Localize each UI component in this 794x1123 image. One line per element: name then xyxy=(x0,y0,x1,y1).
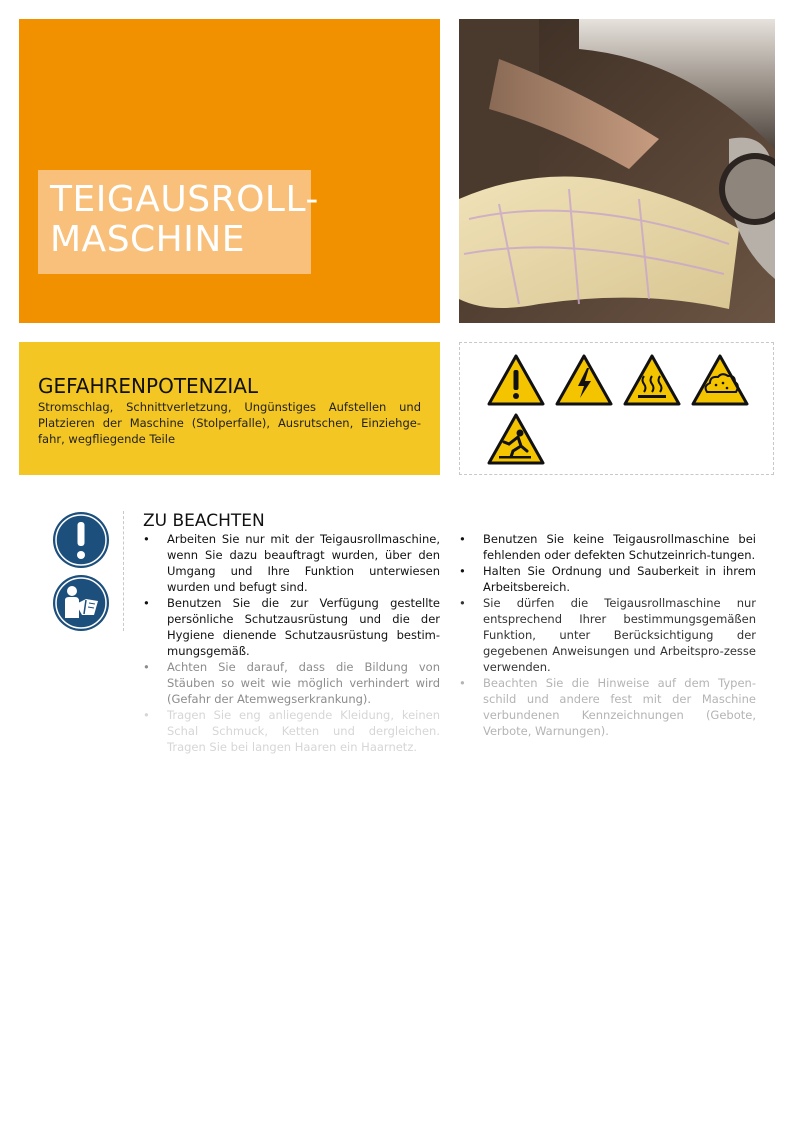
hot-surface-warning-icon xyxy=(623,354,681,406)
hazard-heading: GEFAHRENPOTENZIAL xyxy=(38,374,259,398)
dust-warning-icon xyxy=(691,354,749,406)
read-manual-icon xyxy=(52,574,110,632)
note-item: • Halten Sie Ordnung und Sauberkeit in ihrem Arbeitsbereich. xyxy=(483,563,756,595)
note-item: • Achten Sie darauf, dass die Bildung von Stäuben so weit wie möglich verhindert wird (Gefahr der Atemwegserkrankung). xyxy=(167,659,440,707)
title-box xyxy=(38,170,319,274)
title-panel xyxy=(19,19,440,323)
notes-divider xyxy=(123,511,124,631)
dough-sheeter-photo xyxy=(459,19,775,323)
notes-heading: ZU BEACHTEN xyxy=(143,511,265,531)
general-warning-icon xyxy=(487,354,545,406)
trip-hazard-warning-icon xyxy=(487,413,545,465)
note-item: • Benutzen Sie keine Teigausrollmaschine bei fehlenden oder defekten Schutzeinrich-tungen. xyxy=(483,531,756,563)
note-item: • Benutzen Sie die zur Verfügung gestellte persönliche Schutzausrüstung und die der Hygiene dienende Schutzausrüstung bestim-mungsgemäß. xyxy=(167,595,440,659)
electric-shock-warning-icon xyxy=(555,354,613,406)
warning-signs-panel xyxy=(459,342,774,475)
notes-left-column xyxy=(167,531,440,755)
note-item: • Beachten Sie die Hinweise auf dem Typen-schild und andere fest mit der Maschine verbundenen Kennzeichnungen (Gebote, Verbote, Warnungen). xyxy=(483,675,756,739)
note-item: • Tragen Sie eng anliegende Kleidung, keinen Schal Schmuck, Ketten und dergleichen. Tragen Sie bei langen Haaren ein Haarnetz. xyxy=(167,707,440,755)
title-line-2: MASCHINE xyxy=(50,219,246,260)
notes-right-column xyxy=(483,531,756,739)
title-line-1: TEIGAUSROLL- xyxy=(50,179,319,220)
hazard-description: Stromschlag, Schnittverletzung, Ungünstiges Aufstellen und Platzieren der Maschine (Stolperfalle), Ausrutschen, Einziehge-fahr, wegfliegende Teile xyxy=(38,400,421,446)
mandatory-icons xyxy=(52,511,110,632)
photo-illustration xyxy=(459,19,775,323)
hazard-panel xyxy=(19,342,440,475)
note-item: • Sie dürfen die Teigausrollmaschine nur entsprechend Ihrer bestimmungsgemäßen Funktion, unter Berücksichtigung der gegebenen Anweisungen und Arbeitspro-zesse verwenden. xyxy=(483,595,756,675)
note-item: • Arbeiten Sie nur mit der Teigausrollmaschine, wenn Sie dazu beauftragt wurden, über den Umgang und Ihre Funktion unterwiesen wurden und befugt sind. xyxy=(167,531,440,595)
mandatory-action-icon xyxy=(52,511,110,569)
